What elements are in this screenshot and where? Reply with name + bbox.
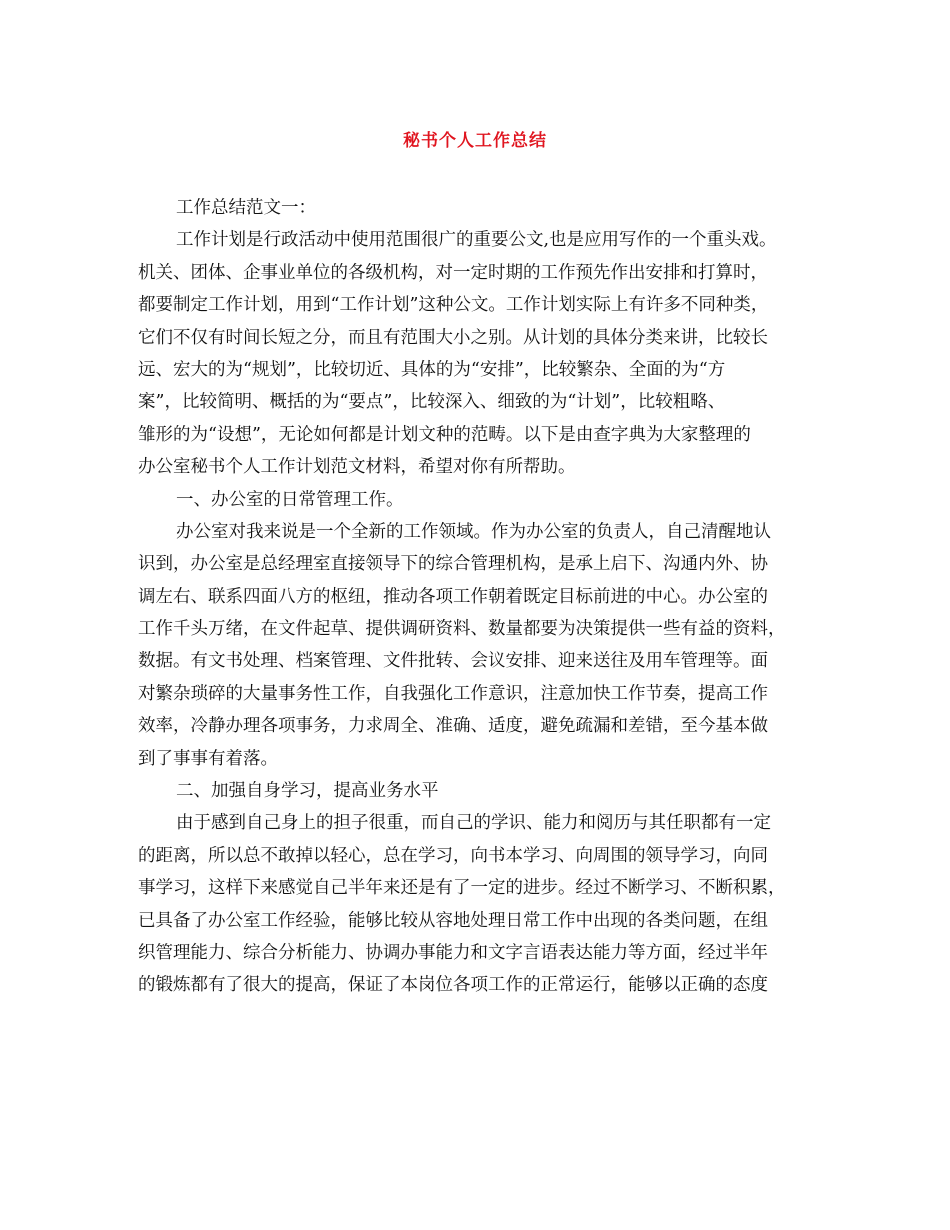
- text-line: 到了事事有着落。: [138, 748, 278, 769]
- text-line: 已具备了办公室工作经验，能够比较从容地处理日常工作中出现的各类问题，在组: [138, 910, 768, 931]
- text-line: 远、宏大的为“规划”，比较切近、具体的为“安排”，比较繁杂、全面的为“方: [138, 359, 726, 380]
- text-line: 雏形的为“设想”，无论如何都是计划文种的范畴。以下是由查字典为大家整理的: [138, 424, 751, 445]
- text-line: 的锻炼都有了很大的提高，保证了本岗位各项工作的正常运行，能够以正确的态度: [138, 975, 768, 996]
- text-line: 办公室对我来说是一个全新的工作领域。作为办公室的负责人，自己清醒地认: [176, 521, 771, 542]
- text-line: 办公室秘书个人工作计划范文材料，希望对你有所帮助。: [138, 457, 576, 478]
- text-line: 数据。有文书处理、档案管理、文件批转、会议安排、迎来送往及用车管理等。面: [138, 651, 768, 672]
- text-line: 它们不仅有时间长短之分，而且有范围大小之别。从计划的具体分类来讲，比较长: [138, 327, 768, 348]
- document-body: [138, 192, 822, 1002]
- text-line: 一、办公室的日常管理工作。: [176, 489, 404, 510]
- text-line: 工作总结范文一：: [176, 198, 316, 218]
- text-line: 案”，比较简明、概括的为“要点”，比较深入、细致的为“计划”，比较粗略、: [138, 392, 726, 413]
- text-line: 工作计划是行政活动中使用范围很广的重要公文,也是应用写作的一个重头戏。: [176, 230, 777, 251]
- text-line: 事学习，这样下来感觉自己半年来还是有了一定的进步。经过不断学习、不断积累，: [138, 878, 786, 899]
- text-line: 都要制定工作计划，用到“工作计划”这种公文。工作计划实际上有许多不同种类，: [138, 295, 769, 316]
- text-line: 调左右、联系四面八方的枢纽，推动各项工作朝着既定目标前进的中心。办公室的: [138, 586, 768, 607]
- text-line: 效率，冷静办理各项事务，力求周全、准确、适度，避免疏漏和差错，至今基本做: [138, 716, 768, 737]
- document-title: 秘书个人工作总结: [403, 131, 547, 151]
- text-line: 对繁杂琐碎的大量事务性工作，自我强化工作意识，注意加快工作节奏，提高工作: [138, 683, 768, 704]
- text-line: 织管理能力、综合分析能力、协调办事能力和文字言语表达能力等方面，经过半年: [138, 942, 768, 963]
- text-line: 工作千头万绪，在文件起草、提供调研资料、数量都要为决策提供一些有益的资料，: [138, 619, 786, 640]
- text-line: 识到，办公室是总经理室直接领导下的综合管理机构，是承上启下、沟通内外、协: [138, 554, 768, 575]
- text-line: 二、加强自身学习，提高业务水平: [176, 781, 439, 802]
- text-line: 机关、团体、企事业单位的各级机构，对一定时期的工作预先作出安排和打算时，: [138, 262, 768, 283]
- text-line: 由于感到自己身上的担子很重，而自己的学识、能力和阅历与其任职都有一定: [176, 813, 771, 834]
- text-line: 的距离，所以总不敢掉以轻心，总在学习，向书本学习、向周围的领导学习，向同: [138, 845, 768, 866]
